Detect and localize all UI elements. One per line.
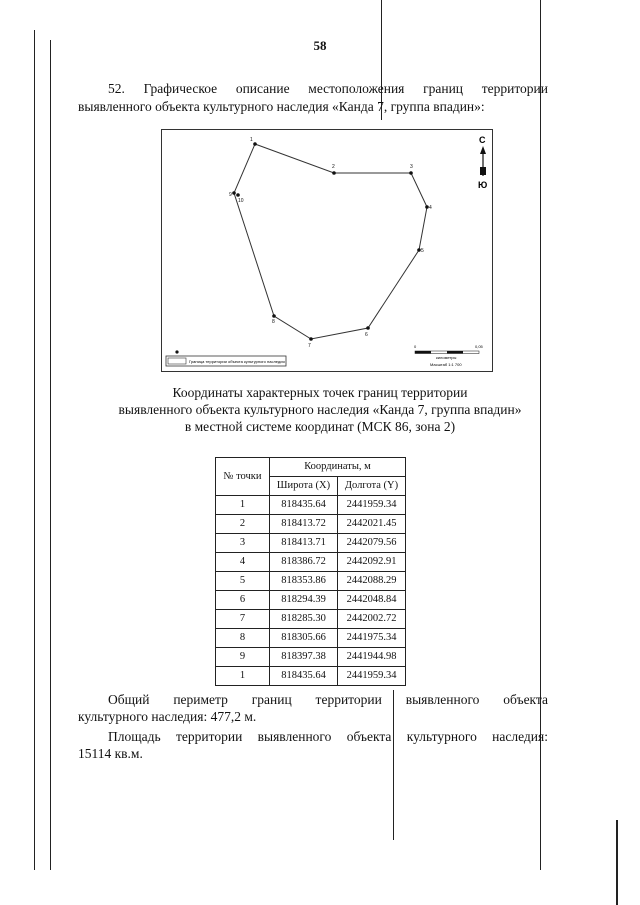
compass-north-label: С: [479, 135, 486, 145]
cell-y: 2442002.72: [338, 610, 406, 629]
legend-swatch: [168, 358, 186, 364]
coordinates-table: [215, 457, 406, 686]
area-line-1: Площадь территории выявленного объекта культурного наследия:: [108, 729, 548, 744]
table-row: [216, 515, 406, 534]
section-heading: [78, 80, 548, 116]
point-10-label: 10: [238, 198, 244, 204]
table-row: [216, 572, 406, 591]
compass: [478, 135, 487, 190]
cell-x: 818305.66: [270, 629, 338, 648]
scale-max-label: 0,05: [475, 344, 483, 349]
compass-south-label: Ю: [478, 180, 488, 190]
cell-y: 2442088.29: [338, 572, 406, 591]
point-10-marker: [236, 193, 240, 197]
cell-point: 9: [216, 648, 270, 667]
table-row: [216, 667, 406, 686]
cell-point: 1: [216, 667, 270, 686]
cell-x: 818294.39: [270, 591, 338, 610]
coordinates-heading-line-3: в местной системе координат (МСК 86, зона 2): [184, 419, 456, 434]
table-row: [216, 534, 406, 553]
cell-x: 818397.38: [270, 648, 338, 667]
heading-line-1: 52. Графическое описание местоположения границ территории: [108, 81, 548, 96]
scan-line-left: [34, 30, 35, 870]
cell-x: 818435.64: [270, 496, 338, 515]
legend-text: Граница территории объекта культурного наследия: [189, 359, 285, 364]
perimeter-line-1: Общий периметр границ территории выявленного объекта: [108, 692, 548, 707]
cell-point: 5: [216, 572, 270, 591]
cell-y: 2442092.91: [338, 553, 406, 572]
scale-bar: [414, 344, 484, 367]
point-9-label: 9: [229, 192, 232, 198]
heading-line-2: выявленного объекта культурного наследия «Канда 7, группа впадин»:: [78, 99, 485, 114]
point-1-marker: [253, 142, 257, 146]
cell-point: 1: [216, 496, 270, 515]
coordinates-heading: [0, 384, 640, 435]
cell-x: 818435.64: [270, 667, 338, 686]
cell-y: 2442048.84: [338, 591, 406, 610]
point-8-marker: [272, 314, 276, 318]
perimeter-paragraph: [78, 691, 548, 725]
point-5-label: 5: [421, 248, 424, 254]
scale-bar-segment-1: [415, 351, 431, 354]
point-2-marker: [332, 171, 336, 175]
header-point: № точки: [216, 458, 270, 496]
point-8-label: 8: [272, 319, 275, 325]
header-coords: Координаты, м: [270, 458, 406, 477]
coordinates-heading-line-2: выявленного объекта культурного наследия «Канда 7, группа впадин»: [118, 402, 522, 417]
coordinates-heading-line-1: Координаты характерных точек границ территории: [172, 385, 468, 400]
cell-y: 2441975.34: [338, 629, 406, 648]
cell-x: 818285.30: [270, 610, 338, 629]
perimeter-line-2: культурного наследия: 477,2 м.: [78, 709, 257, 724]
cell-y: 2441944.98: [338, 648, 406, 667]
map-legend: [166, 350, 286, 366]
scale-zero-label: 0: [414, 344, 417, 349]
cell-y: 2442079.56: [338, 534, 406, 553]
point-9-marker: [232, 191, 236, 195]
cell-x: 818413.72: [270, 515, 338, 534]
cell-y: 2441959.34: [338, 496, 406, 515]
point-3-label: 3: [410, 164, 413, 170]
compass-arrow-head-icon: [480, 146, 486, 154]
header-lon: Долгота (Y): [338, 477, 406, 496]
scale-bar-segment-2: [447, 351, 463, 354]
cell-point: 2: [216, 515, 270, 534]
table-row: [216, 496, 406, 515]
compass-body-icon: [480, 167, 486, 175]
point-7-marker: [309, 337, 313, 341]
cell-x: 818413.71: [270, 534, 338, 553]
cell-y: 2442021.45: [338, 515, 406, 534]
cell-x: 818386.72: [270, 553, 338, 572]
point-2-label: 2: [332, 164, 335, 170]
cell-point: 6: [216, 591, 270, 610]
boundary-map-svg: [162, 130, 492, 371]
point-6-label: 6: [365, 332, 368, 338]
point-1-label: 1: [250, 137, 253, 143]
cell-x: 818353.86: [270, 572, 338, 591]
scan-line-left-inner: [50, 40, 51, 870]
area-paragraph: [78, 728, 548, 762]
boundary-points: [229, 137, 432, 349]
scale-ratio-label: Масштаб 1:1 700: [430, 362, 462, 367]
legend-point-icon: [175, 350, 178, 353]
table-row: [216, 591, 406, 610]
cell-y: 2441959.34: [338, 667, 406, 686]
cell-point: 4: [216, 553, 270, 572]
table-row: [216, 648, 406, 667]
table-row: [216, 629, 406, 648]
page-number: 58: [313, 38, 327, 53]
point-6-marker: [366, 326, 370, 330]
area-line-2: 15114 кв.м.: [78, 746, 143, 761]
boundary-polygon: [234, 144, 427, 339]
table-row: [216, 553, 406, 572]
cell-point: 8: [216, 629, 270, 648]
boundary-map: [161, 129, 493, 372]
point-4-label: 4: [429, 205, 432, 211]
cell-point: 7: [216, 610, 270, 629]
point-3-marker: [409, 171, 413, 175]
scan-line-right-edge: [616, 820, 618, 905]
header-lat: Широта (X): [270, 477, 338, 496]
scale-unit-label: километры: [436, 355, 457, 360]
table-row: [216, 610, 406, 629]
point-7-label: 7: [308, 343, 311, 349]
cell-point: 3: [216, 534, 270, 553]
